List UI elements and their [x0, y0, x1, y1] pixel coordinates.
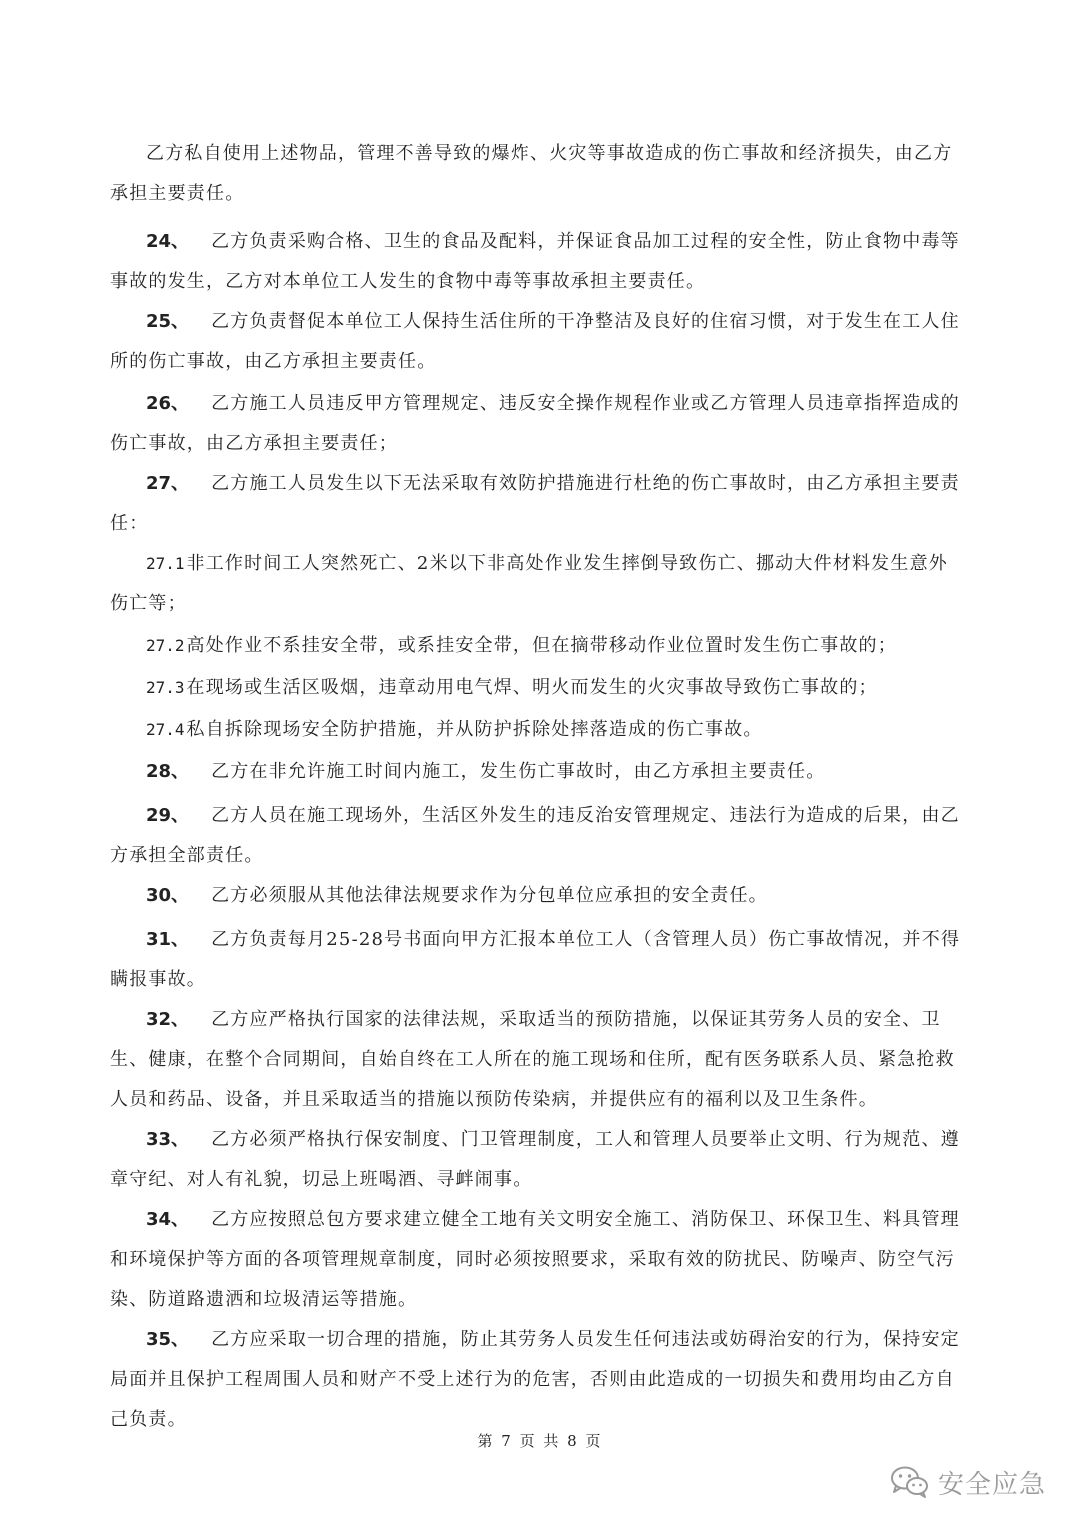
- subparagraph-text: 非工作时间工人突然死亡、2米以下非高处作业发生摔倒导致伤亡、挪动大件材料发生意外伤亡等；: [110, 553, 948, 614]
- paragraph-number: 33、: [146, 1129, 190, 1150]
- paragraph-text: 乙方应采取一切合理的措施，防止其劳务人员发生任何违法或妨碍治安的行为，保持安定局面并且保护工程周围人员和财产不受上述行为的危害，否则由此造成的一切损失和费用均由乙方自己负责。: [110, 1329, 960, 1430]
- paragraph-30: [110, 876, 966, 916]
- paragraph-text: 乙方施工人员违反甲方管理规定、违反安全操作规程作业或乙方管理人员违章指挥造成的伤亡事故，由乙方承担主要责任；: [110, 393, 960, 454]
- paragraph-34: [110, 1200, 966, 1320]
- paragraph-number: 28、: [146, 761, 190, 782]
- watermark-text: 安全应急: [938, 1469, 1047, 1500]
- paragraph-text: 乙方必须服从其他法律法规要求作为分包单位应承担的安全责任。: [211, 885, 768, 906]
- paragraph-text: 乙方负责采购合格、卫生的食品及配料，并保证食品加工过程的安全性，防止食物中毒等事故的发生，乙方对本单位工人发生的食物中毒等事故承担主要责任。: [110, 231, 960, 292]
- paragraph-number: 29、: [146, 805, 190, 826]
- paragraph-number: 30、: [146, 885, 190, 906]
- paragraph-number: 25、: [146, 311, 190, 332]
- paragraph-35: [110, 1320, 966, 1440]
- paragraph-number: 26、: [146, 393, 190, 414]
- paragraph-26: [110, 384, 966, 464]
- subparagraph-27-4: [110, 710, 966, 750]
- paragraph-text: 乙方在非允许施工时间内施工，发生伤亡事故时，由乙方承担主要责任。: [211, 761, 826, 782]
- subparagraph-27-1: [110, 544, 966, 624]
- subparagraph-number: 27.3: [146, 678, 185, 697]
- paragraph-text: 乙方应按照总包方要求建立健全工地有关文明安全施工、消防保卫、环保卫生、料具管理和环境保护等方面的各项管理规章制度，同时必须按照要求，采取有效的防扰民、防噪声、防空气污染、防道路遗洒和垃圾清运等措施。: [110, 1209, 960, 1310]
- subparagraph-text: 高处作业不系挂安全带，或系挂安全带，但在摘带移动作业位置时发生伤亡事故的；: [186, 635, 897, 656]
- paragraph-23-continued: [110, 134, 966, 214]
- paragraph-number: 35、: [146, 1329, 190, 1350]
- paragraph-24: [110, 222, 966, 302]
- paragraph-27: [110, 464, 966, 544]
- paragraph-number: 31、: [146, 929, 190, 950]
- paragraph-33: [110, 1120, 966, 1200]
- paragraph-31: [110, 920, 966, 1000]
- subparagraph-text: 私自拆除现场安全防护措施，并从防护拆除处摔落造成的伤亡事故。: [186, 719, 763, 740]
- subparagraph-number: 27.2: [146, 636, 185, 655]
- paragraph-number: 27、: [146, 473, 190, 494]
- paragraph-number: 24、: [146, 231, 190, 252]
- paragraph-text: 乙方私自使用上述物品，管理不善导致的爆炸、火灾等事故造成的伤亡事故和经济损失，由乙方承担主要责任。: [110, 143, 953, 204]
- paragraph-number: 32、: [146, 1009, 190, 1030]
- paragraph-28: [110, 752, 966, 792]
- paragraph-text: 乙方人员在施工现场外，生活区外发生的违反治安管理规定、违法行为造成的后果，由乙方承担全部责任。: [110, 805, 960, 866]
- paragraph-text: 乙方负责每月25-28号书面向甲方汇报本单位工人（含管理人员）伤亡事故情况，并不得瞒报事故。: [110, 929, 961, 990]
- paragraph-text: 乙方必须严格执行保安制度、门卫管理制度，工人和管理人员要举止文明、行为规范、遵章守纪、对人有礼貌，切忌上班喝酒、寻衅闹事。: [110, 1129, 960, 1190]
- subparagraph-number: 27.1: [146, 554, 185, 573]
- paragraph-number: 34、: [146, 1209, 190, 1230]
- paragraph-32: [110, 1000, 966, 1120]
- paragraph-text: 乙方施工人员发生以下无法采取有效防护措施进行杜绝的伤亡事故时，由乙方承担主要责任：: [110, 473, 960, 534]
- subparagraph-27-3: [110, 668, 966, 708]
- subparagraph-text: 在现场或生活区吸烟，违章动用电气焊、明火而发生的火灾事故导致伤亡事故的；: [186, 677, 878, 698]
- paragraph-text: 乙方负责督促本单位工人保持生活住所的干净整洁及良好的住宿习惯，对于发生在工人住所的伤亡事故，由乙方承担主要责任。: [110, 311, 960, 372]
- paragraph-25: [110, 302, 966, 382]
- paragraph-text: 乙方应严格执行国家的法律法规，采取适当的预防措施，以保证其劳务人员的安全、卫生、健康，在整个合同期间，自始自终在工人所在的施工现场和住所，配有医务联系人员、紧急抢救人员和药品、设备，并且采取适当的措施以预防传染病，并提供应有的福利以及卫生条件。: [110, 1009, 955, 1110]
- paragraph-29: [110, 796, 966, 876]
- watermark: [890, 1462, 1046, 1502]
- wechat-icon: [890, 1465, 930, 1499]
- page-footer: 第 7 页 共 8 页: [477, 1432, 603, 1450]
- subparagraph-number: 27.4: [146, 720, 185, 739]
- subparagraph-27-2: [110, 626, 966, 666]
